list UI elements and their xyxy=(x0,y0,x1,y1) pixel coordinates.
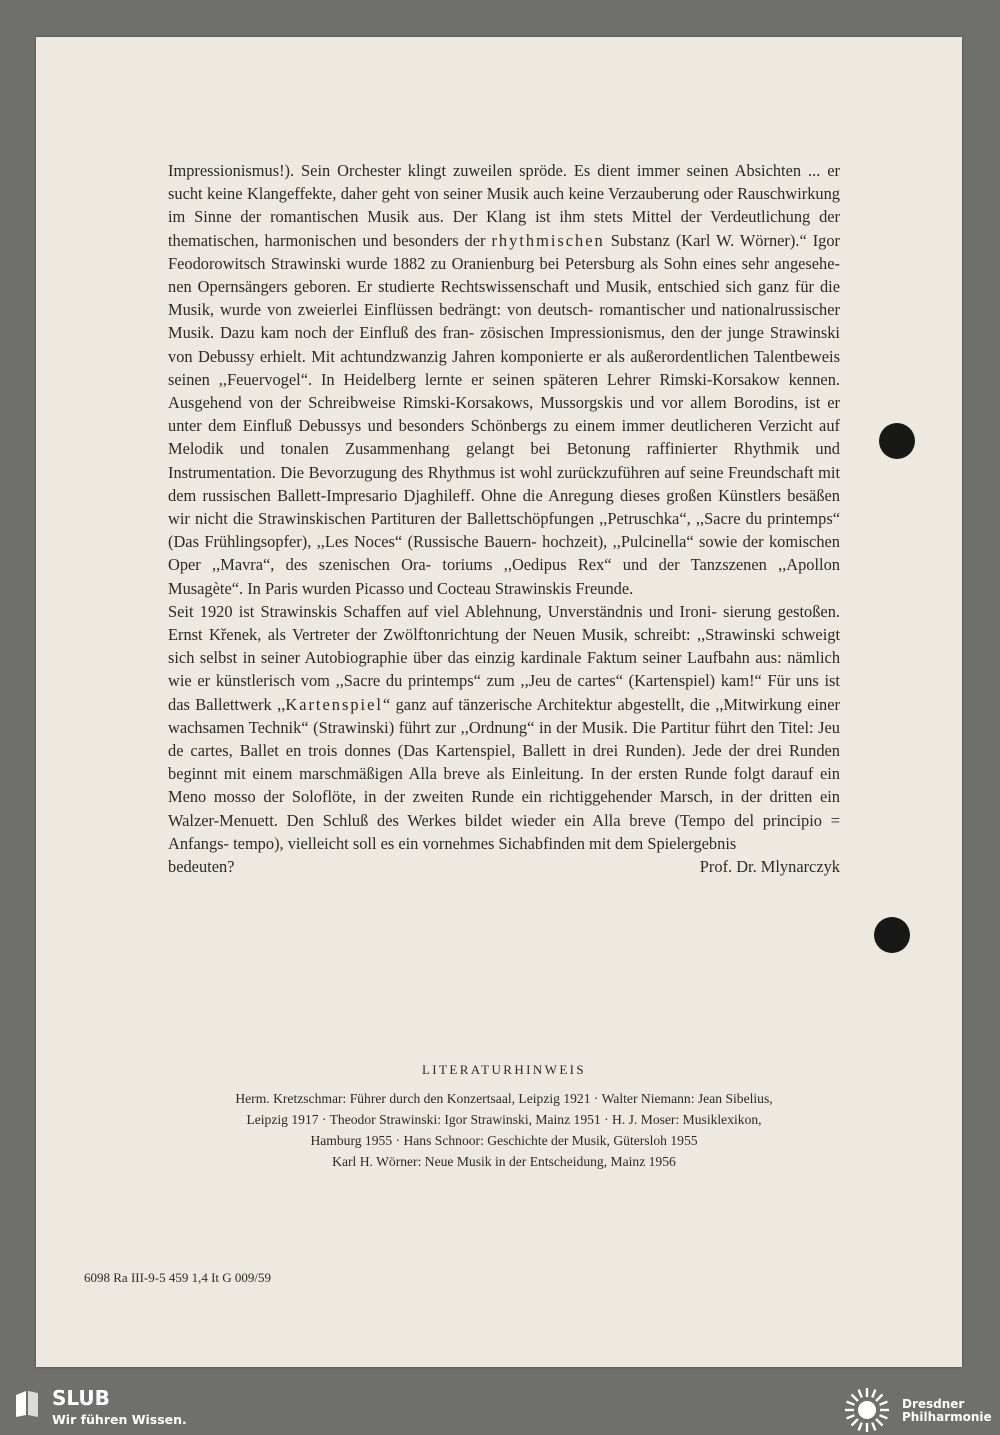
line-part: “ ganz auf tänzerische Architektur abgestellt, die ,,Mitwirkung einer xyxy=(382,694,840,714)
viewer-footer xyxy=(0,1383,1000,1434)
line: Klang ist ihm stets Mittel der Verdeutlichung der thematischen, harmonischen und xyxy=(168,207,840,250)
line: des Rhythmus ist wohl zurückzuführen auf seine Freundschaft mit dem russischen xyxy=(168,462,840,505)
library-name[interactable]: SLUB xyxy=(52,1386,110,1410)
library-tagline: Wir führen Wissen. xyxy=(52,1412,187,1427)
philharmonie-logo-icon[interactable] xyxy=(842,1385,892,1435)
line: wachsamen Technik“ (Strawinski) führt zur ,,Ordnung“ in der Musik. Die Partitur xyxy=(168,717,710,737)
line: hochzeit), ,,Pulcinella“ sowie der komischen Oper ,,Mavra“, des szenischen Ora- xyxy=(168,532,840,575)
article-body xyxy=(168,159,840,878)
line: ,,Feuervogel“. In Heidelberg lernte er seinen späteren Lehrer Rimski-Korsakow xyxy=(218,369,780,389)
line: kennen. Ausgehend von der Schreibweise Rimski-Korsakows, Mussorgskis und vor xyxy=(168,369,840,413)
line-part: ,, xyxy=(277,694,286,714)
line-part: Substanz (Karl W. Wörner).“ Igor Feodorowitsch xyxy=(168,230,840,273)
line: zweiten Runde ein richtiggehender Marsch, in der dritten ein Walzer-Menuett. Den xyxy=(168,787,840,830)
paragraph-2 xyxy=(168,600,840,855)
slub-logo-icon[interactable] xyxy=(12,1389,42,1419)
last-line: bedeuten? xyxy=(168,857,235,877)
line: Absichten ... er sucht keine Klangeffekte, daher geht von seiner Musik auch keine xyxy=(168,161,840,204)
line: romantischer und nationalrussischer Musik. Dazu kam noch der Einfluß des fran- xyxy=(168,300,840,343)
line: toriums ,,Oedipus Rex“ und der Tanzszenen ,,Apollon Musagète“. In Paris wurden xyxy=(168,555,840,598)
literature-heading: LITERATURHINWEIS xyxy=(421,1062,587,1077)
punch-hole xyxy=(879,423,915,459)
line: printemps“ zum ,,Jeu de cartes“ (Kartenspiel) kam!“ Für uns ist das Ballettwerk xyxy=(168,671,840,714)
line: Seit 1920 ist Strawinskis Schaffen auf viel Ablehnung, Unverständnis und Ironi- xyxy=(168,601,717,621)
closing-line xyxy=(168,855,840,878)
line: achtundzwanzig Jahren komponierte er als außerordentlichen Talentbeweis seinen xyxy=(168,346,840,389)
line: führt den Titel: Jeu de cartes, Ballet en trois donnes (Das Kartenspiel, Ballett in xyxy=(168,717,840,761)
line: gelangt bei Betonung raffinierter Rhythmik und Instrumentation. Die Bevorzugung xyxy=(168,439,840,482)
spaced-emphasis: rhythmischen xyxy=(491,230,605,250)
line: schreibt: ,,Strawinski schweigt sich selbst in seiner Autobiographie über das einzig xyxy=(168,625,840,668)
line: ,,Sacre du printemps“ (Das Frühlingsopfer), ,,Les Noces“ (Russische Bauern- xyxy=(168,509,841,552)
literature-line: Herm. Kretzschmar: Führer durch den Konzertsaal, Leipzig 1921 · Walter Niemann: Jean Sibelius, xyxy=(235,1091,773,1106)
partner-name-line: Philharmonie xyxy=(902,1410,992,1424)
line: kardinale Faktum seiner Laufbahn aus: nämlich wie er künstlerisch vom ,,Sacre du xyxy=(168,648,841,691)
line: einem immer deutlicheren Verzicht auf Melodik und tonalen Zusammenhang xyxy=(168,416,840,459)
literature-line: Karl H. Wörner: Neue Musik in der Entscheidung, Mainz 1956 xyxy=(332,1154,676,1169)
line: wir nicht die Strawinskischen Partituren der Ballettschöpfungen ,,Petruschka“, xyxy=(168,509,691,529)
partner-name[interactable] xyxy=(902,1398,992,1424)
line: allem Borodins, ist er unter dem Einfluß Debussys und besonders Schönbergs zu xyxy=(168,393,840,436)
spaced-emphasis: Kartenspiel xyxy=(285,694,383,714)
line: Impressionismus!). Sein Orchester klingt zuweilen spröde. Es dient immer seinen xyxy=(168,161,729,180)
paragraph-1 xyxy=(168,159,840,600)
line: Verzauberung oder Rauschwirkung im Sinne der romantischen Musik aus. Der xyxy=(168,184,840,227)
literature-line: Hamburg 1955 · Hans Schnoor: Geschichte der Musik, Gütersloh 1955 xyxy=(310,1133,698,1148)
line: nen Opernsängers geboren. Er studierte Rechtswissenschaft und Musik, entschied xyxy=(168,277,720,297)
author-signature: Prof. Dr. Mlynarczyk xyxy=(699,857,840,877)
line-part: besonders der xyxy=(393,230,486,250)
line: drei Runden). Jede der drei Runden beginnt mit einem marschmäßigen Alla breve xyxy=(168,741,840,784)
partner-name-line: Dresdner xyxy=(902,1397,965,1411)
literature-list xyxy=(166,1088,842,1172)
print-imprint: 6098 Ra III-9-5 459 1,4 It G 009/59 xyxy=(84,1270,272,1285)
line: sich ganz für die Musik, wurde von zweierlei Einflüssen bedrängt: von deutsch- xyxy=(168,277,840,320)
literature-line: Leipzig 1917 · Theodor Strawinski: Igor Strawinski, Mainz 1951 · H. J. Moser: Musiklexikon, xyxy=(246,1112,762,1127)
punch-hole xyxy=(874,917,910,953)
line: sierung gestoßen. Ernst Křenek, als Vertreter der Zwölftonrichtung der Neuen Musik, xyxy=(168,601,840,645)
line: Strawinski wurde 1882 zu Oranienburg bei Petersburg als Sohn eines sehr angesehe- xyxy=(270,253,840,273)
line: als Einleitung. In der ersten Runde folgt darauf ein Meno mosso der Soloflöte, in der xyxy=(168,764,841,807)
line: zösischen Impressionismus, den der junge Strawinski von Debussy erhielt. Mit xyxy=(168,323,840,366)
scanned-page xyxy=(36,37,962,1367)
line: Picasso und Cocteau Strawinskis Freunde. xyxy=(355,578,634,598)
line: Schluß des Werkes bildet wieder ein Alla breve (Tempo del principio = Anfangs- xyxy=(168,810,840,853)
line: Ballett-Impresario Djaghileff. Ohne die Anregung dieses großen Künstlers besäßen xyxy=(277,485,840,505)
line: tempo), vielleicht soll es ein vornehmes Sichabfinden mit dem Spielergebnis xyxy=(233,833,737,853)
